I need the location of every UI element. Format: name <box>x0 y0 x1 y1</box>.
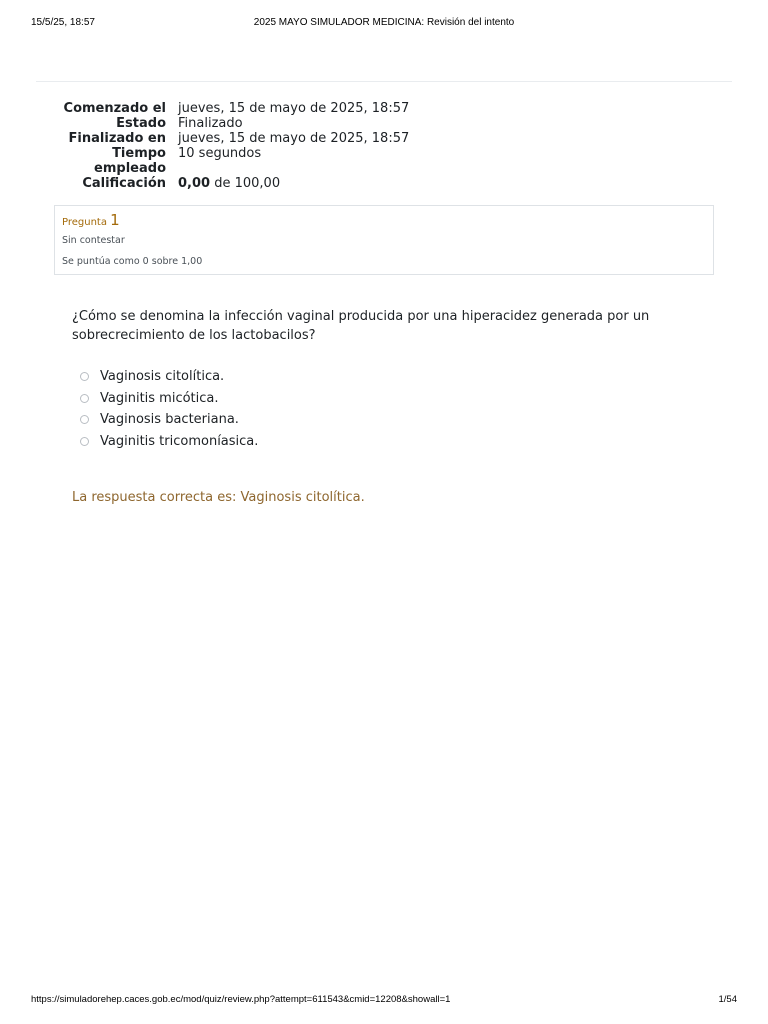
print-footer <box>0 994 768 1008</box>
summary-value <box>178 176 676 191</box>
summary-label: Estado <box>116 116 166 131</box>
answer-label: Vaginitis tricomoníasica. <box>100 433 259 449</box>
answer-label: Vaginitis micótica. <box>100 390 219 406</box>
attempt-summary <box>56 101 676 191</box>
print-header <box>0 17 768 33</box>
summary-row-finished <box>56 131 676 146</box>
divider <box>36 81 732 82</box>
question-state: Sin contestar <box>62 235 125 246</box>
print-url: https://simuladorehep.caces.gob.ec/mod/quiz/review.php?attempt=611543&cmid=12208&showall=1 <box>31 994 451 1005</box>
summary-row-time-taken <box>56 146 676 176</box>
answer-option[interactable] <box>78 431 478 453</box>
grade-total: de 100,00 <box>214 176 281 191</box>
answer-label: Vaginosis bacteriana. <box>100 412 239 428</box>
answer-option[interactable] <box>78 409 478 431</box>
summary-label: Tiempo empleado <box>94 146 166 176</box>
page-counter: 1/54 <box>718 994 737 1005</box>
summary-value: jueves, 15 de mayo de 2025, 18:57 <box>178 101 410 116</box>
summary-row-started <box>56 101 676 116</box>
summary-value: Finalizado <box>178 116 243 131</box>
question-info-box <box>54 205 714 275</box>
question-number-value: 1 <box>110 211 120 229</box>
correct-answer-feedback: La respuesta correcta es: Vaginosis citolítica. <box>72 490 365 505</box>
summary-value: jueves, 15 de mayo de 2025, 18:57 <box>178 131 410 146</box>
summary-value: 10 segundos <box>178 146 262 161</box>
summary-row-grade <box>56 176 676 191</box>
radio-button-icon[interactable] <box>80 415 89 424</box>
grade-score: 0,00 <box>178 176 211 191</box>
question-prefix: Pregunta <box>62 217 107 228</box>
answer-list <box>78 366 478 452</box>
print-title: 2025 MAYO SIMULADOR MEDICINA: Revisión del intento <box>253 17 515 28</box>
radio-button-icon[interactable] <box>80 437 89 446</box>
answer-label: Vaginosis citolítica. <box>100 369 225 385</box>
summary-label: Calificación <box>82 176 166 191</box>
summary-label: Comenzado el <box>63 101 166 116</box>
summary-label: Finalizado en <box>68 131 166 146</box>
answer-option[interactable] <box>78 366 478 388</box>
question-text: ¿Cómo se denomina la infección vaginal producida por una hiperacidez generada por un sobrecrecimiento de los lactobacilos? <box>72 309 650 343</box>
summary-row-state <box>56 116 676 131</box>
answer-option[interactable] <box>78 388 478 410</box>
radio-button-icon[interactable] <box>80 394 89 403</box>
radio-button-icon[interactable] <box>80 372 89 381</box>
question-grade: Se puntúa como 0 sobre 1,00 <box>62 256 203 267</box>
question-number <box>62 211 706 229</box>
print-datetime: 15/5/25, 18:57 <box>31 17 95 28</box>
